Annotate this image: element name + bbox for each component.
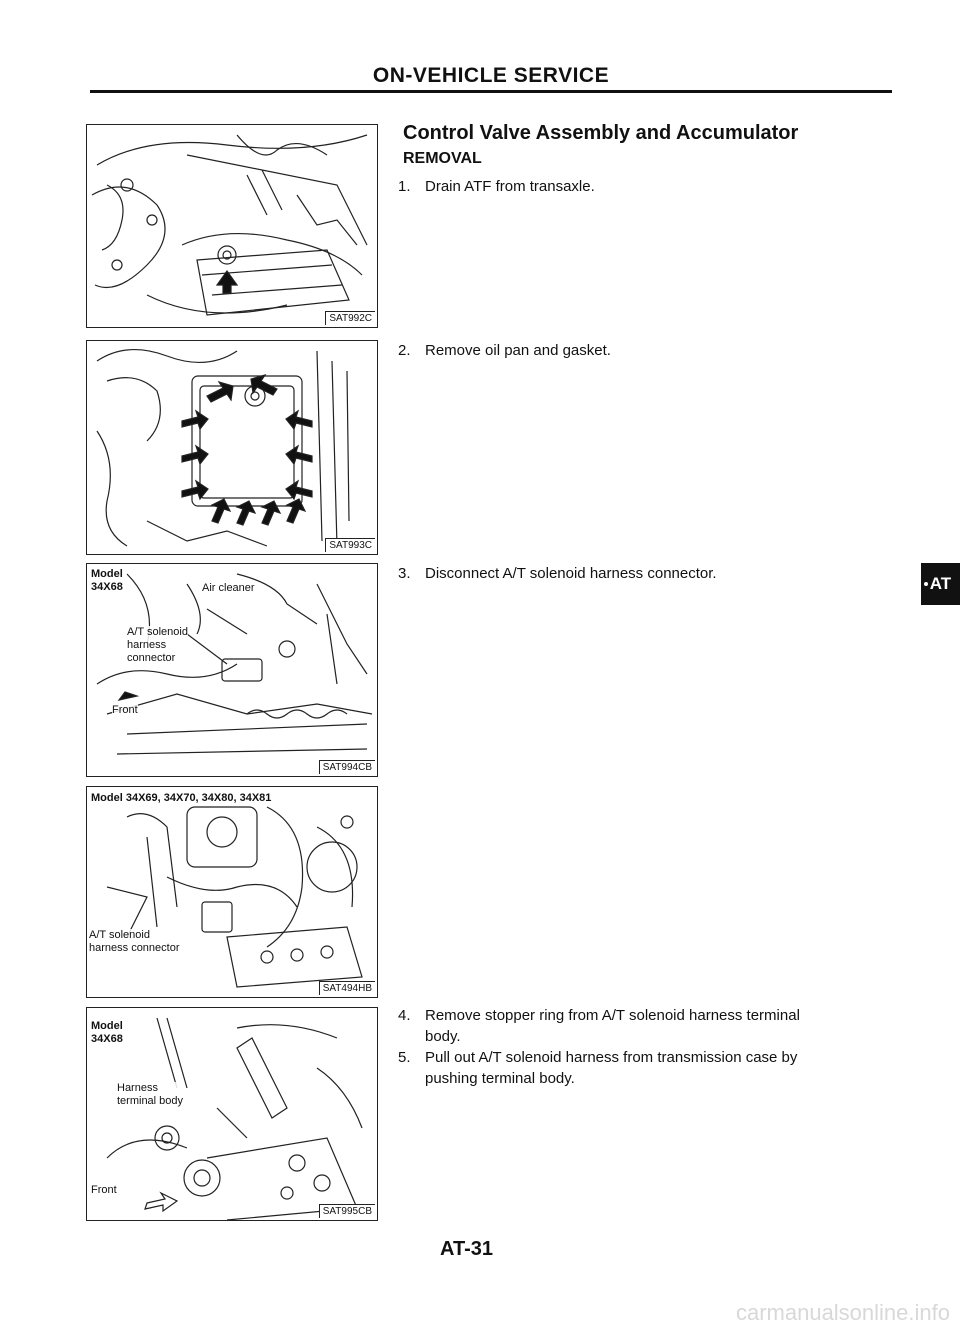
figure-code: SAT995CB [319,1204,375,1218]
model-number: 34X68 [91,581,123,593]
step-2 [398,340,898,361]
terminal-illustration [87,1008,378,1221]
step-3 [398,563,898,584]
label-line: harness [127,639,167,651]
connector-illustration-2 [87,787,378,998]
step-text: Pull out A/T solenoid harness from transmission case by [425,1049,798,1066]
figure-code: SAT494HB [319,981,375,995]
step-number: 2. [398,342,411,359]
label-line: connector [127,652,176,664]
step-number: 4. [398,1007,411,1024]
section-tab-label: AT [929,574,952,593]
front-label: Front [112,704,138,716]
step-text: Drain ATF from transaxle. [425,178,595,195]
step-number: 1. [398,178,411,195]
figure-oil-pan-bolts [86,340,378,555]
step-text: Remove oil pan and gasket. [425,342,611,359]
figure-harness-terminal [86,1007,378,1221]
section-title: Control Valve Assembly and Accumulator [403,122,799,144]
header-rule [90,90,892,93]
model-label [91,1020,123,1046]
figure-connector-34x68 [86,563,378,777]
label-line: A/T solenoid [127,626,188,638]
step-4 [398,1005,898,1047]
model-label [91,568,123,594]
page-number: AT-31 [440,1238,493,1260]
label-line: terminal body [117,1095,184,1107]
solenoid-connector-label [89,929,180,955]
harness-terminal-label [117,1082,183,1108]
model-label: Model 34X69, 34X70, 34X80, 34X81 [91,792,272,804]
connector-illustration [87,564,378,777]
model-word: Model [91,1020,123,1032]
figure-code: SAT992C [325,311,375,325]
step-1 [398,176,898,197]
drain-plug-illustration [87,125,378,328]
figure-connector-other-models [86,786,378,998]
step-5 [398,1047,898,1089]
page-header: ON-VEHICLE SERVICE [372,64,610,87]
solenoid-connector-label [127,626,188,665]
label-line: harness connector [89,942,180,954]
air-cleaner-label: Air cleaner [202,582,255,594]
step-text-continued: pushing terminal body. [425,1070,575,1087]
step-text: Remove stopper ring from A/T solenoid harness terminal [425,1007,800,1024]
model-number: 34X68 [91,1033,123,1045]
figure-code: SAT993C [325,538,375,552]
label-line: Harness [117,1082,158,1094]
oil-pan-illustration [87,341,378,555]
watermark: carmanualsonline.info [735,1300,950,1325]
figure-drain-plug [86,124,378,328]
tab-dot [924,582,928,586]
figure-code: SAT994CB [319,760,375,774]
step-number: 3. [398,565,411,582]
step-text: Disconnect A/T solenoid harness connector. [425,565,717,582]
front-label: Front [91,1184,117,1196]
step-text-continued: body. [425,1028,461,1045]
section-tab-at[interactable] [921,563,960,605]
removal-subtitle: REMOVAL [403,150,482,167]
step-number: 5. [398,1049,411,1066]
model-word: Model [91,568,123,580]
label-line: A/T solenoid [89,929,150,941]
